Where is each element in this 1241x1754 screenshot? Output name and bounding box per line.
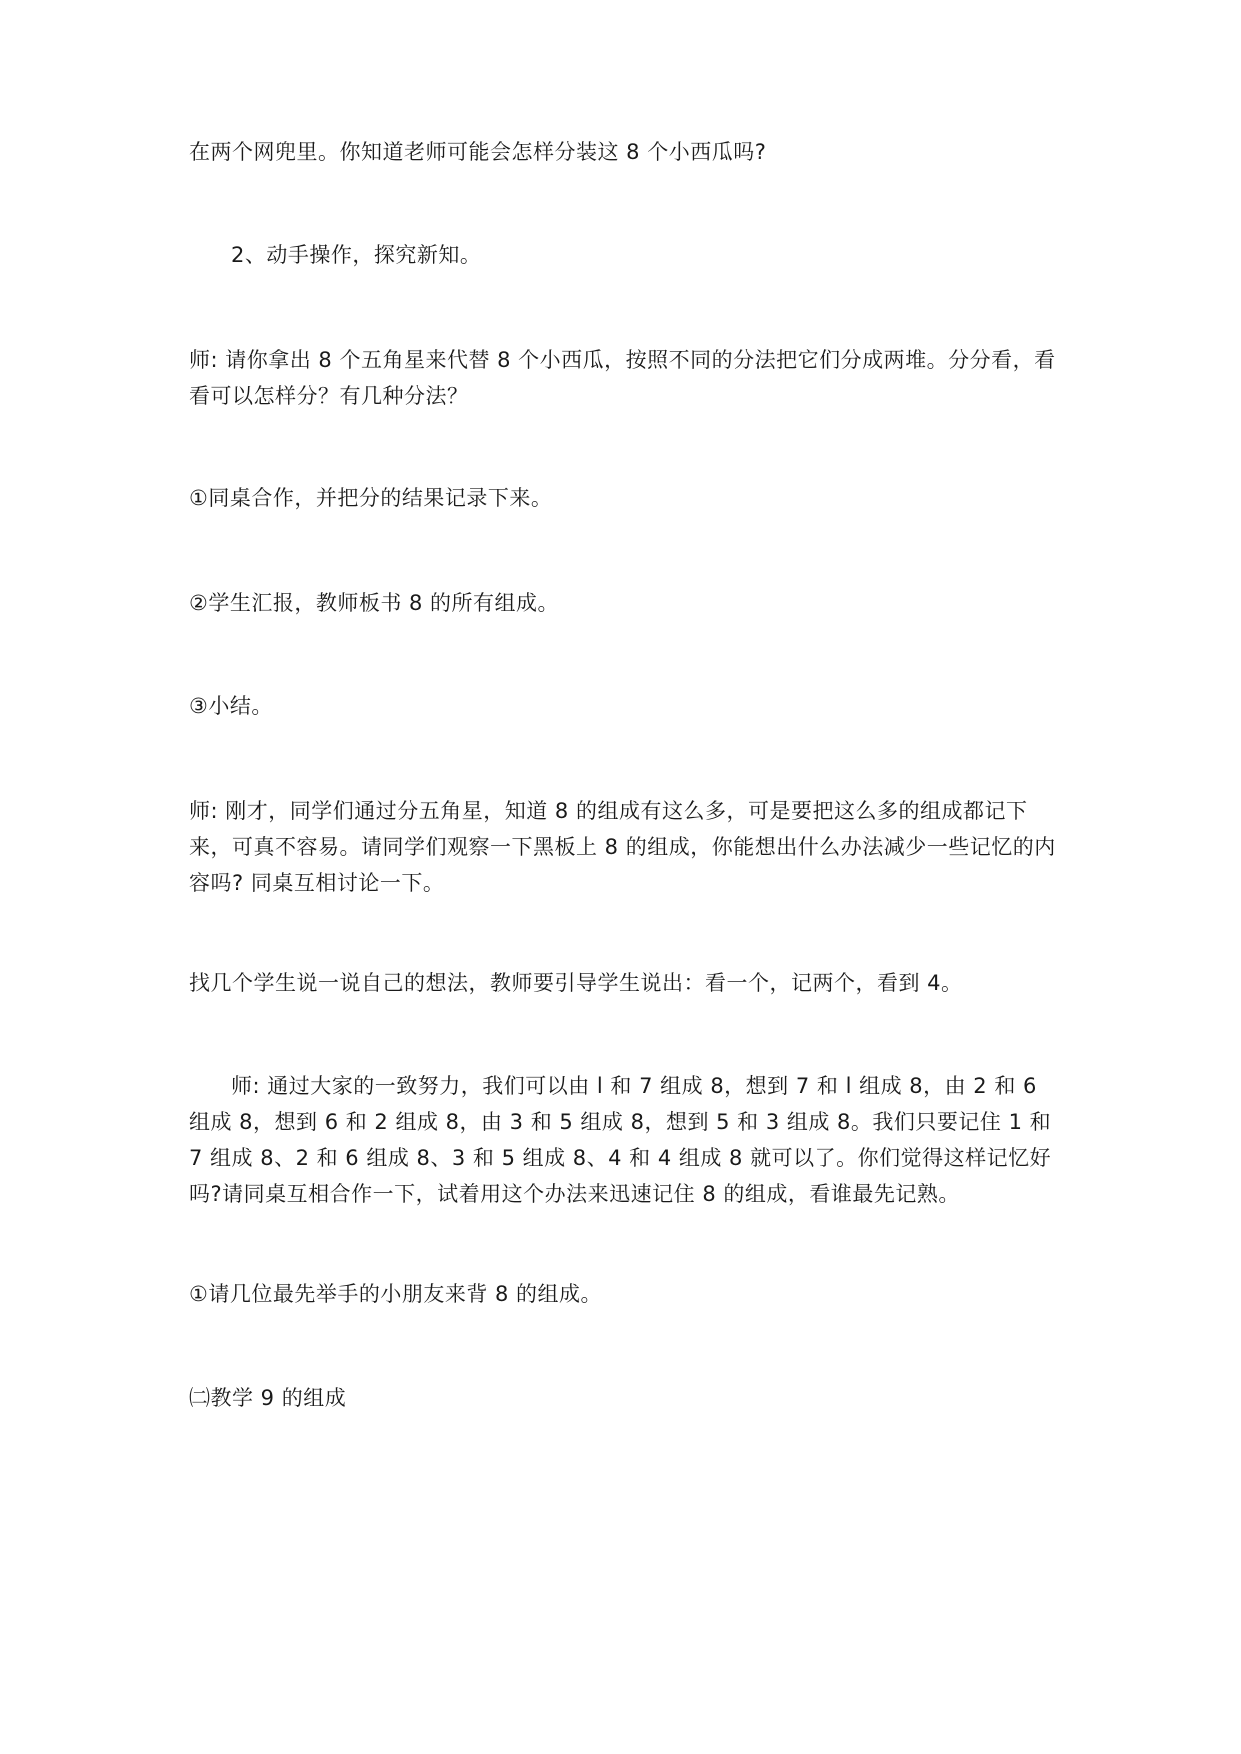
paragraph-11-heading: ㈡教学 9 的组成 — [189, 1386, 347, 1410]
paragraph-2-heading: 2、动手操作，探究新知。 — [231, 243, 482, 267]
paragraph-1: 在两个网兜里。你知道老师可能会怎样分装这 8 个小西瓜吗? — [189, 140, 767, 164]
paragraph-10: ①请几位最先举手的小朋友来背 8 的组成。 — [189, 1282, 603, 1306]
paragraph-6: ③小结。 — [189, 694, 273, 718]
paragraph-8: 找几个学生说一说自己的想法，教师要引导学生说出：看一个，记两个，看到 4。 — [189, 971, 963, 995]
paragraph-9: 师: 通过大家的一致努力，我们可以由 l 和 7 组成 8，想到 7 和 l 组成 8，由 2 和 6 组成 8，想到 6 和 2 组成 8，由 3 和 5 组成 8，想到 5 和 3 组成 8。我们只要记住 1 和 7 组成 8、2 和 6 组成 8、3 和 5 组成 8、4 和 4 组成 8 就可以了。你们觉得这样记忆好吗?请同桌互相合作一下，试着用这个办法来迅速记住 8 的组成，看谁最先记熟。 — [189, 1074, 1052, 1206]
paragraph-3: 师: 请你拿出 8 个五角星来代替 8 个小西瓜，按照不同的分法把它们分成两堆。分分看，看看可以怎样分？有几种分法？ — [189, 348, 1056, 408]
paragraph-7: 师: 刚才，同学们通过分五角星，知道 8 的组成有这么多，可是要把这么多的组成都记下来，可真不容易。请同学们观察一下黑板上 8 的组成，你能想出什么办法减少一些记忆的内容吗? 同桌互相讨论一下。 — [189, 799, 1056, 895]
paragraph-4: ①同桌合作，并把分的结果记录下来。 — [189, 486, 553, 510]
paragraph-5: ②学生汇报，教师板书 8 的所有组成。 — [189, 591, 560, 615]
